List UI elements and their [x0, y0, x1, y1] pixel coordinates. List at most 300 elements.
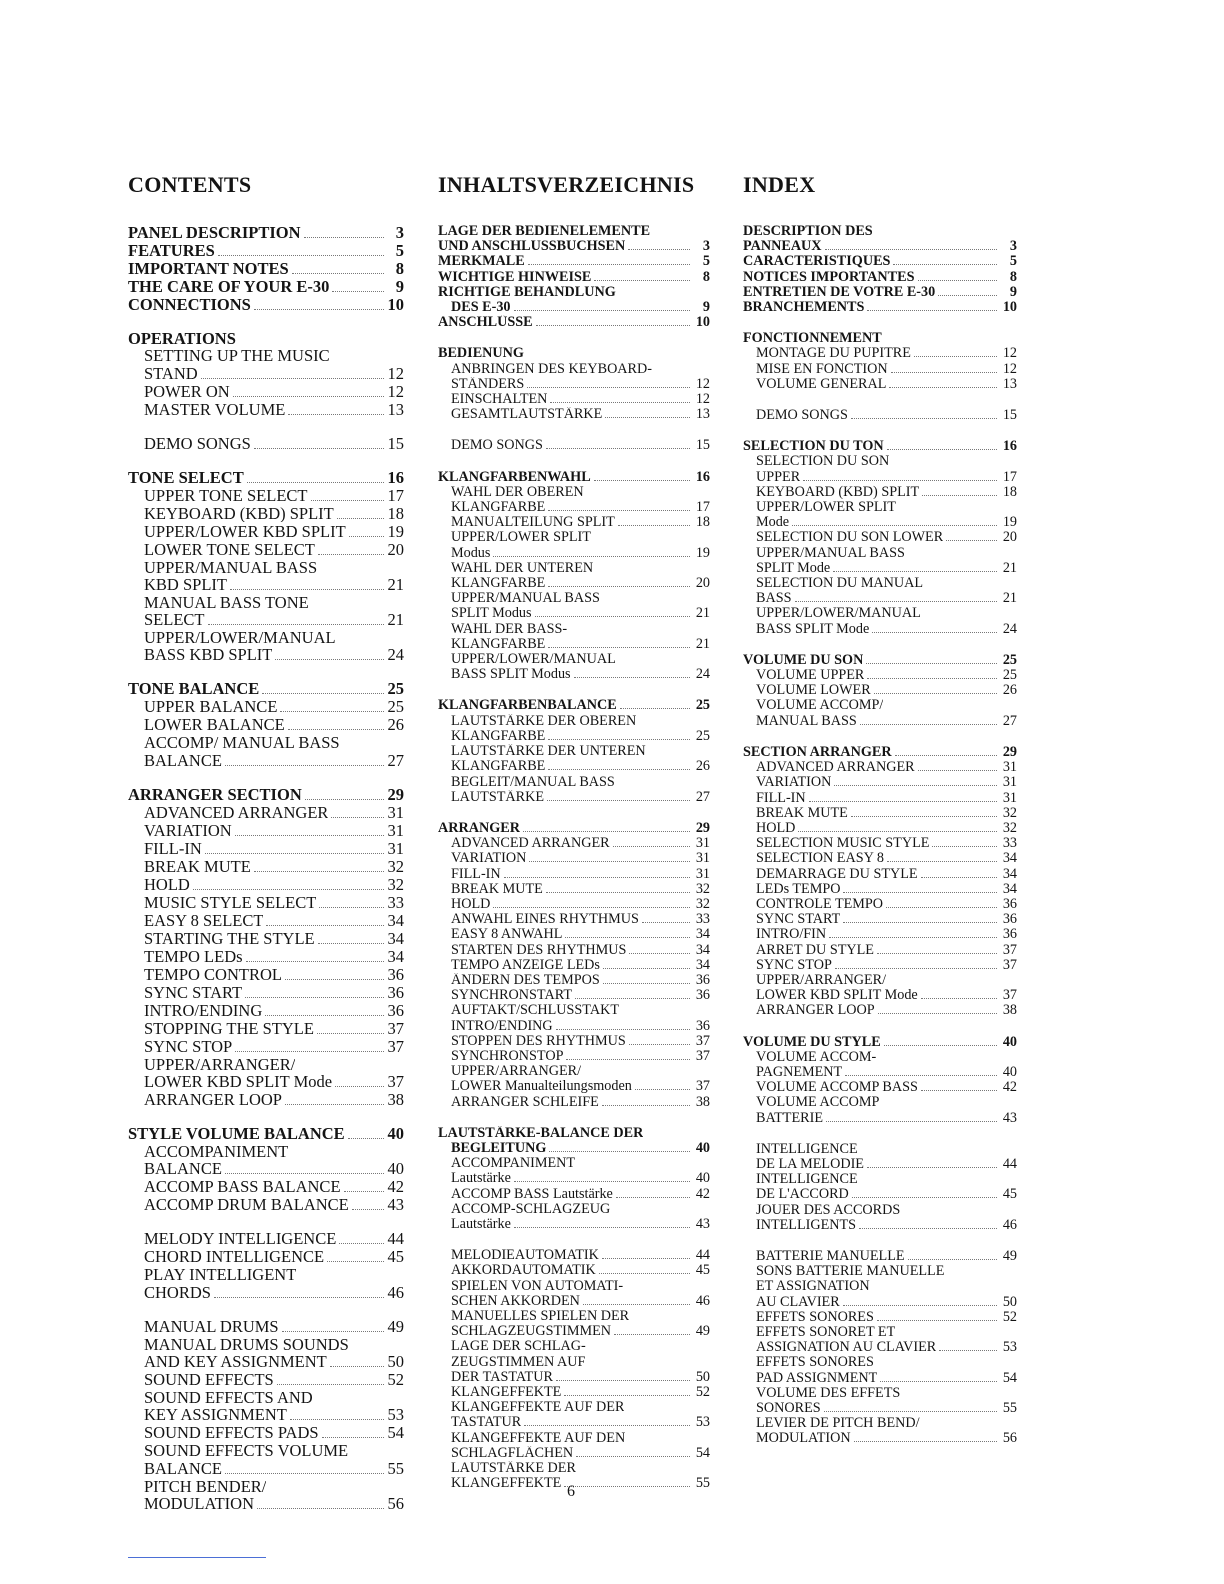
- dot-leader: [895, 755, 997, 756]
- toc-entry-page: 21: [1002, 559, 1017, 576]
- toc-entry-title: SELECTION EASY 8: [756, 851, 884, 867]
- toc-entry-title: HOLD: [451, 896, 491, 912]
- toc-entry-page: 36: [387, 1000, 404, 1020]
- dot-leader: [792, 525, 997, 526]
- toc-entry-title: SELECTION DU SON LOWER: [756, 530, 944, 546]
- toc-entry-page: 31: [695, 835, 710, 852]
- toc-entry-title: MONTAGE DU PUPITRE: [756, 346, 911, 362]
- dot-leader: [327, 1261, 383, 1262]
- toc-entry-title: PITCH BENDER/: [144, 1477, 267, 1495]
- toc-entry-title: ACCOMP BASS BALANCE: [144, 1178, 341, 1196]
- toc-entry: [128, 1091, 404, 1109]
- dot-leader: [262, 693, 383, 694]
- toc-group: [743, 653, 1017, 729]
- toc-entry-page: 17: [695, 499, 710, 516]
- dot-leader: [288, 729, 384, 730]
- toc-entry-title: LOWER KBD SPLIT Mode: [144, 1073, 333, 1091]
- toc-entry: [128, 1424, 404, 1442]
- toc-entry-title: KEY ASSIGNMENT: [144, 1406, 287, 1424]
- dot-leader: [548, 739, 690, 740]
- column-heading-index: INDEX: [743, 172, 816, 197]
- toc-entry-title: ARRANGER: [438, 820, 520, 836]
- toc-entry-title: ARRANGER LOOP: [756, 1003, 875, 1019]
- toc-entry-page: 29: [1002, 743, 1017, 760]
- toc-entry-title: KLANGFARBE: [451, 636, 546, 652]
- dot-leader: [493, 556, 690, 557]
- toc-entry: [743, 882, 1017, 897]
- toc-entry-title: SELECTION DU TON: [743, 439, 884, 455]
- dot-leader: [795, 601, 998, 602]
- toc-entry-title: STOPPING THE STYLE: [144, 1019, 314, 1038]
- toc-entry: [128, 330, 404, 347]
- toc-entry-title: WAHL DER OBEREN: [451, 484, 584, 500]
- toc-entry-title: UPPER/LOWER/MANUAL: [756, 606, 921, 622]
- dot-leader: [523, 831, 690, 832]
- toc-entry: [743, 622, 1017, 637]
- toc-entry-title: OPERATIONS: [128, 330, 236, 348]
- dot-leader: [265, 1015, 383, 1016]
- toc-entry-title: AUFTAKT/SCHLUSSTAKT: [451, 1003, 619, 1019]
- toc-entry-title: LAGE DER SCHLAG-: [451, 1339, 586, 1355]
- toc-entry: [128, 594, 404, 611]
- toc-entry: [743, 408, 1017, 423]
- toc-entry-title: SELECTION MUSIC STYLE: [756, 836, 930, 852]
- dot-leader: [245, 997, 383, 998]
- toc-entry-title: VOLUME ACCOMP/: [756, 698, 884, 714]
- toc-entry: [743, 591, 1017, 606]
- toc-entry-title: ANSCHLÜSSE: [438, 315, 533, 331]
- toc-entry: [743, 1264, 1017, 1279]
- dot-leader: [826, 1121, 997, 1122]
- dot-leader: [254, 309, 384, 310]
- toc-entry-title: PANNEAUX: [743, 239, 822, 255]
- toc-entry-page: 25: [695, 727, 710, 744]
- toc-entry-title: PAD ASSIGNMENT: [756, 1370, 878, 1386]
- toc-entry: [128, 1336, 404, 1353]
- toc-entry-title: INTRO/FIN: [756, 927, 827, 943]
- toc-entry: [128, 752, 404, 770]
- toc-entry-page: 16: [1002, 438, 1017, 455]
- toc-entry-title: Modus: [451, 545, 491, 561]
- toc-group: [128, 330, 404, 419]
- dot-leader: [845, 1075, 997, 1076]
- toc-entry-page: 34: [695, 926, 710, 943]
- dot-leader: [605, 417, 690, 418]
- toc-entry: [438, 1431, 710, 1446]
- toc-entry-page: 9: [395, 277, 404, 296]
- toc-entry-title: KLANGEFFEKTE AUF DEN: [451, 1430, 626, 1446]
- toc-entry-title: ACCOMP-SCHLAGZEUG: [451, 1201, 611, 1217]
- toc-entry: [743, 1401, 1017, 1416]
- dot-leader: [843, 1305, 997, 1306]
- dot-leader: [339, 1243, 383, 1244]
- toc-entry: [438, 515, 710, 530]
- toc-entry-title: SETTING UP THE MUSIC: [144, 347, 330, 365]
- toc-entry-title: ANWAHL EINES RHYTHMUS: [451, 912, 639, 928]
- toc-entry-page: 12: [1002, 345, 1017, 362]
- dot-leader: [583, 1304, 690, 1305]
- toc-entry-page: 56: [1002, 1430, 1017, 1447]
- toc-entry: [128, 984, 404, 1002]
- toc-entry-title: ENTRETIEN DE VOTRE E-30: [743, 284, 936, 300]
- dot-leader: [311, 500, 384, 501]
- toc-entry: [743, 988, 1017, 1003]
- dot-leader: [318, 554, 384, 555]
- toc-entry-title: ACCOMP/ MANUAL BASS: [144, 734, 340, 752]
- toc-entry: [128, 1442, 404, 1459]
- toc-entry: [743, 745, 1017, 760]
- toc-entry-title: VARIATION: [756, 775, 832, 791]
- toc-entry-page: 55: [695, 1475, 710, 1492]
- toc-group: [743, 1142, 1017, 1233]
- toc-group: [438, 224, 710, 330]
- dot-leader: [852, 1197, 997, 1198]
- toc-entry: [438, 759, 710, 774]
- dot-leader: [548, 647, 690, 648]
- toc-entry-title: PLAY INTELLIGENT: [144, 1266, 297, 1284]
- toc-entry-title: ZEUGSTIMMEN AUF: [451, 1354, 586, 1370]
- toc-entry-title: SCHLAGZEUGSTIMMEN: [451, 1324, 612, 1340]
- toc-entry-title: VOLUME DU SON: [743, 652, 864, 668]
- toc-entry: [743, 760, 1017, 775]
- toc-entry: [743, 470, 1017, 485]
- dot-leader: [851, 418, 997, 419]
- toc-entry-title: MANUALTEILUNG SPLIT: [451, 515, 615, 531]
- toc-entry-title: BREAK MUTE: [451, 881, 543, 897]
- toc-entry-title: ACCOMPANIMENT: [451, 1156, 576, 1172]
- toc-entry-page: 36: [387, 964, 404, 984]
- toc-entry-title: SYNCHRONSTOP: [451, 1048, 564, 1064]
- dot-leader: [851, 816, 997, 817]
- toc-group: [743, 224, 1017, 315]
- toc-entry: [128, 541, 404, 559]
- toc-entry: [128, 469, 404, 487]
- toc-entry: [438, 1400, 710, 1415]
- toc-entry-page: 13: [387, 399, 404, 419]
- toc-entry-title: SYNC START: [144, 983, 243, 1002]
- toc-entry-title: VOLUME ACCOM-: [756, 1049, 877, 1065]
- toc-entry: [128, 523, 404, 541]
- toc-entry: [438, 576, 710, 591]
- toc-entry-page: 46: [1002, 1216, 1017, 1233]
- toc-entry-page: 27: [387, 750, 404, 770]
- toc-entry-title: DEMO SONGS: [756, 408, 848, 424]
- dot-leader: [854, 1441, 997, 1442]
- toc-entry: [438, 882, 710, 897]
- toc-groups: [438, 224, 710, 1491]
- toc-entry: [438, 973, 710, 988]
- toc-entry-title: LAUTSTÄRKE: [451, 789, 545, 805]
- toc-entry: [743, 943, 1017, 958]
- toc-entry-title: ÄNDERN DES TEMPOS: [451, 972, 600, 988]
- dot-leader: [524, 1425, 690, 1426]
- toc-entry: [128, 786, 404, 804]
- toc-entry: [128, 1318, 404, 1336]
- toc-entry-page: 49: [1002, 1247, 1017, 1264]
- dot-leader: [304, 237, 384, 238]
- dot-leader: [322, 1437, 384, 1438]
- toc-entry-page: 50: [387, 1351, 404, 1371]
- toc-entry: [438, 1309, 710, 1324]
- dot-leader: [527, 387, 690, 388]
- dot-leader: [504, 877, 690, 878]
- toc-entry-title: UPPER/ARRANGER/: [451, 1064, 582, 1080]
- toc-entry: [438, 943, 710, 958]
- toc-entry-page: 3: [702, 238, 710, 255]
- toc-entry-title: IMPORTANT NOTES: [128, 260, 289, 278]
- toc-entry: [438, 470, 710, 485]
- toc-entry-page: 25: [695, 697, 710, 714]
- dot-leader: [318, 943, 384, 944]
- toc-entry: [743, 576, 1017, 591]
- toc-entry-title: KBD SPLIT: [144, 575, 227, 594]
- toc-entry-title: BASS: [756, 591, 792, 607]
- toc-entry: [743, 1050, 1017, 1065]
- dot-leader: [266, 925, 383, 926]
- toc-entry: [438, 744, 710, 759]
- toc-entry: [743, 1340, 1017, 1355]
- toc-entry-title: KLANGFARBE: [451, 759, 546, 775]
- toc-entry-page: 31: [695, 865, 710, 882]
- toc-entry: [743, 653, 1017, 668]
- toc-entry-title: MELODIEAUTOMATIK: [451, 1248, 599, 1264]
- toc-entry-title: KLANGFARBENWAHL: [438, 469, 591, 485]
- toc-entry: [438, 1126, 710, 1141]
- toc-entry-page: 42: [695, 1185, 710, 1202]
- toc-entry-title: UPPER/ARRANGER/: [144, 1055, 296, 1074]
- dot-leader: [921, 1090, 997, 1091]
- toc-entry-title: POWER ON: [144, 382, 230, 400]
- toc-entry-title: CONNECTIONS: [128, 296, 251, 314]
- dot-leader: [566, 1059, 690, 1060]
- toc-entry-page: 27: [695, 788, 710, 805]
- toc-entry: [128, 260, 404, 278]
- toc-entry: [438, 927, 710, 942]
- toc-entry-title: VOLUME ACCOMP: [756, 1095, 880, 1111]
- toc-entry-title: KLANGFARBENBALANCE: [438, 698, 617, 714]
- toc-entry: [743, 1386, 1017, 1401]
- dot-leader: [635, 1089, 690, 1090]
- toc-entry-title: ADVANCED ARRANGER: [756, 760, 915, 776]
- dot-leader: [493, 907, 690, 908]
- dot-leader: [317, 1033, 384, 1034]
- toc-entry: [743, 1325, 1017, 1340]
- toc-entry-title: MODULATION: [144, 1494, 254, 1513]
- toc-entry-title: FEATURES: [128, 242, 215, 260]
- toc-entry-title: FILL-IN: [756, 790, 806, 806]
- toc-entry: [438, 1461, 710, 1476]
- toc-entry-page: 43: [695, 1215, 710, 1232]
- toc-entry-page: 45: [387, 1247, 404, 1267]
- dot-leader: [824, 1411, 997, 1412]
- dot-leader: [835, 968, 997, 969]
- toc-group: [743, 408, 1017, 423]
- dot-leader: [628, 249, 690, 250]
- toc-entry: [128, 894, 404, 912]
- toc-entry: [128, 876, 404, 894]
- toc-entry-title: SECTION ARRANGER: [743, 744, 892, 760]
- toc-entry: [128, 1266, 404, 1283]
- toc-entry-page: 12: [387, 381, 404, 401]
- toc-entry: [128, 1038, 404, 1056]
- toc-entry-title: SCHEN AKKORDEN: [451, 1293, 580, 1309]
- toc-entry-title: ARRANGER LOOP: [144, 1091, 282, 1109]
- toc-entry-page: 34: [695, 956, 710, 973]
- toc-entry: [128, 1002, 404, 1020]
- toc-entry-title: MANUAL BASS TONE: [144, 593, 309, 612]
- toc-entry-page: 54: [1002, 1369, 1017, 1386]
- toc-entry-title: LEVIER DE PITCH BEND/: [756, 1416, 920, 1432]
- contents-column-french: [743, 172, 1017, 1463]
- toc-entry-title: UPPER: [756, 469, 801, 485]
- toc-entry: [438, 1446, 710, 1461]
- toc-entry-title: EINSCHALTEN: [451, 392, 548, 408]
- toc-entry-title: DESCRIPTION DES: [743, 224, 873, 239]
- toc-entry: [438, 1034, 710, 1049]
- toc-group: [743, 1249, 1017, 1447]
- toc-entry: [438, 698, 710, 713]
- toc-entry-page: 29: [695, 819, 710, 836]
- toc-entry: [128, 629, 404, 646]
- toc-entry-page: 20: [387, 539, 404, 559]
- toc-entry: [128, 1284, 404, 1302]
- toc-entry-title: CHORDS: [144, 1283, 211, 1301]
- toc-entry: [743, 239, 1017, 254]
- toc-entry-page: 56: [387, 1493, 404, 1513]
- toc-entry: [743, 1172, 1017, 1187]
- toc-entry: [743, 454, 1017, 469]
- toc-entry-page: 27: [1002, 712, 1017, 729]
- dot-leader: [833, 571, 997, 572]
- toc-entry: [438, 591, 710, 606]
- toc-entry-title: STARTING THE STYLE: [144, 929, 315, 948]
- toc-entry-page: 8: [702, 268, 710, 285]
- toc-entry-title: UND ANSCHLUSSBUCHSEN: [438, 239, 626, 255]
- toc-entry-page: 21: [1002, 590, 1017, 607]
- toc-entry: [128, 698, 404, 716]
- dot-leader: [860, 724, 997, 725]
- toc-entry: [128, 1371, 404, 1389]
- dot-leader: [193, 889, 384, 890]
- toc-entry-title: MANUAL BASS: [756, 713, 857, 729]
- dot-leader: [246, 961, 384, 962]
- toc-entry: [743, 546, 1017, 561]
- toc-entry-page: 34: [1002, 865, 1017, 882]
- toc-entry: [743, 331, 1017, 346]
- dot-leader: [922, 495, 997, 496]
- toc-entry-title: THE CARE OF YOUR E-30: [128, 278, 330, 296]
- toc-entry-title: ARRANGER SECTION: [128, 785, 302, 804]
- toc-entry-title: SCHLAGFLÄCHEN: [451, 1445, 574, 1461]
- toc-entry-page: 54: [695, 1444, 710, 1461]
- toc-entry-page: 9: [1009, 283, 1017, 300]
- toc-entry: [128, 840, 404, 858]
- toc-entry-title: SOUND EFFECTS VOLUME: [144, 1442, 349, 1460]
- dot-leader: [620, 708, 690, 709]
- toc-entry: [438, 224, 710, 239]
- dot-leader: [546, 892, 690, 893]
- toc-entry: [128, 912, 404, 930]
- toc-entry-title: MASTER VOLUME: [144, 400, 286, 418]
- toc-entry-title: UPPER/LOWER SPLIT: [451, 530, 591, 546]
- dot-leader: [230, 589, 384, 590]
- toc-group: [128, 1125, 404, 1214]
- toc-group: [128, 680, 404, 769]
- toc-entry: [438, 1187, 710, 1202]
- dot-leader: [547, 800, 690, 801]
- toc-entry-page: 24: [1002, 620, 1017, 637]
- toc-entry-page: 46: [695, 1292, 710, 1309]
- toc-entry: [743, 439, 1017, 454]
- toc-entry-page: 45: [1002, 1186, 1017, 1203]
- toc-entry-title: VOLUME ACCOMP BASS: [756, 1080, 918, 1096]
- toc-entry-page: 44: [387, 1229, 404, 1249]
- toc-entry-page: 40: [695, 1139, 710, 1156]
- toc-entry-page: 5: [1009, 253, 1017, 270]
- toc-entry-title: ACCOMPANIMENT: [144, 1143, 289, 1161]
- toc-entry-title: VOLUME UPPER: [756, 668, 865, 684]
- toc-entry-title: KLANGEFFEKTE: [451, 1476, 562, 1492]
- dot-leader: [843, 922, 997, 923]
- toc-entry: [743, 791, 1017, 806]
- toc-entry-title: BEDIENUNG: [438, 346, 524, 362]
- toc-group: [438, 470, 710, 683]
- toc-entry: [438, 1415, 710, 1430]
- dot-leader: [629, 1044, 690, 1045]
- toc-entry: [128, 576, 404, 594]
- dot-leader: [642, 922, 690, 923]
- toc-entry: [128, 966, 404, 984]
- toc-entry-title: TONE BALANCE: [128, 680, 260, 698]
- toc-entry: [743, 1249, 1017, 1264]
- dot-leader: [344, 1191, 384, 1192]
- toc-entry-page: 5: [395, 241, 404, 260]
- toc-entry-title: BALANCE: [144, 1459, 222, 1477]
- toc-entry-title: ARRET DU STYLE: [756, 942, 874, 958]
- dot-leader: [282, 1331, 384, 1332]
- toc-entry-page: 15: [1002, 407, 1017, 424]
- toc-entry: [438, 1141, 710, 1156]
- toc-entry: [128, 1056, 404, 1073]
- page-number: 6: [567, 1483, 575, 1500]
- toc-entry-title: MERKMALE: [438, 254, 525, 270]
- toc-entry-title: STAND: [144, 364, 198, 382]
- toc-entry-title: LAUTSTÄRKE DER: [451, 1461, 576, 1477]
- toc-entry: [438, 392, 710, 407]
- toc-entry-page: 32: [387, 874, 404, 894]
- toc-entry-title: EFFETS SONORES: [756, 1309, 874, 1325]
- dot-leader: [528, 264, 690, 265]
- toc-entry-title: ET ASSIGNATION: [756, 1279, 870, 1295]
- toc-entry: [743, 958, 1017, 973]
- dot-leader: [330, 1366, 384, 1367]
- toc-entry-title: MELODY INTELLIGENCE: [144, 1230, 337, 1248]
- toc-entry: [438, 1279, 710, 1294]
- toc-entry-title: SYNC STOP: [144, 1037, 233, 1056]
- dot-leader: [337, 518, 384, 519]
- toc-group: [743, 1035, 1017, 1126]
- toc-entry: [438, 821, 710, 836]
- toc-entry: [438, 790, 710, 805]
- dot-leader: [564, 1395, 690, 1396]
- toc-entry-page: 34: [387, 946, 404, 966]
- toc-entry-title: ARRANGER SCHLEIFE: [451, 1094, 599, 1110]
- dot-leader: [285, 1104, 384, 1105]
- toc-entry: [438, 1248, 710, 1263]
- toc-entry: [438, 851, 710, 866]
- dot-leader: [616, 1197, 690, 1198]
- toc-entry-page: 19: [1002, 514, 1017, 531]
